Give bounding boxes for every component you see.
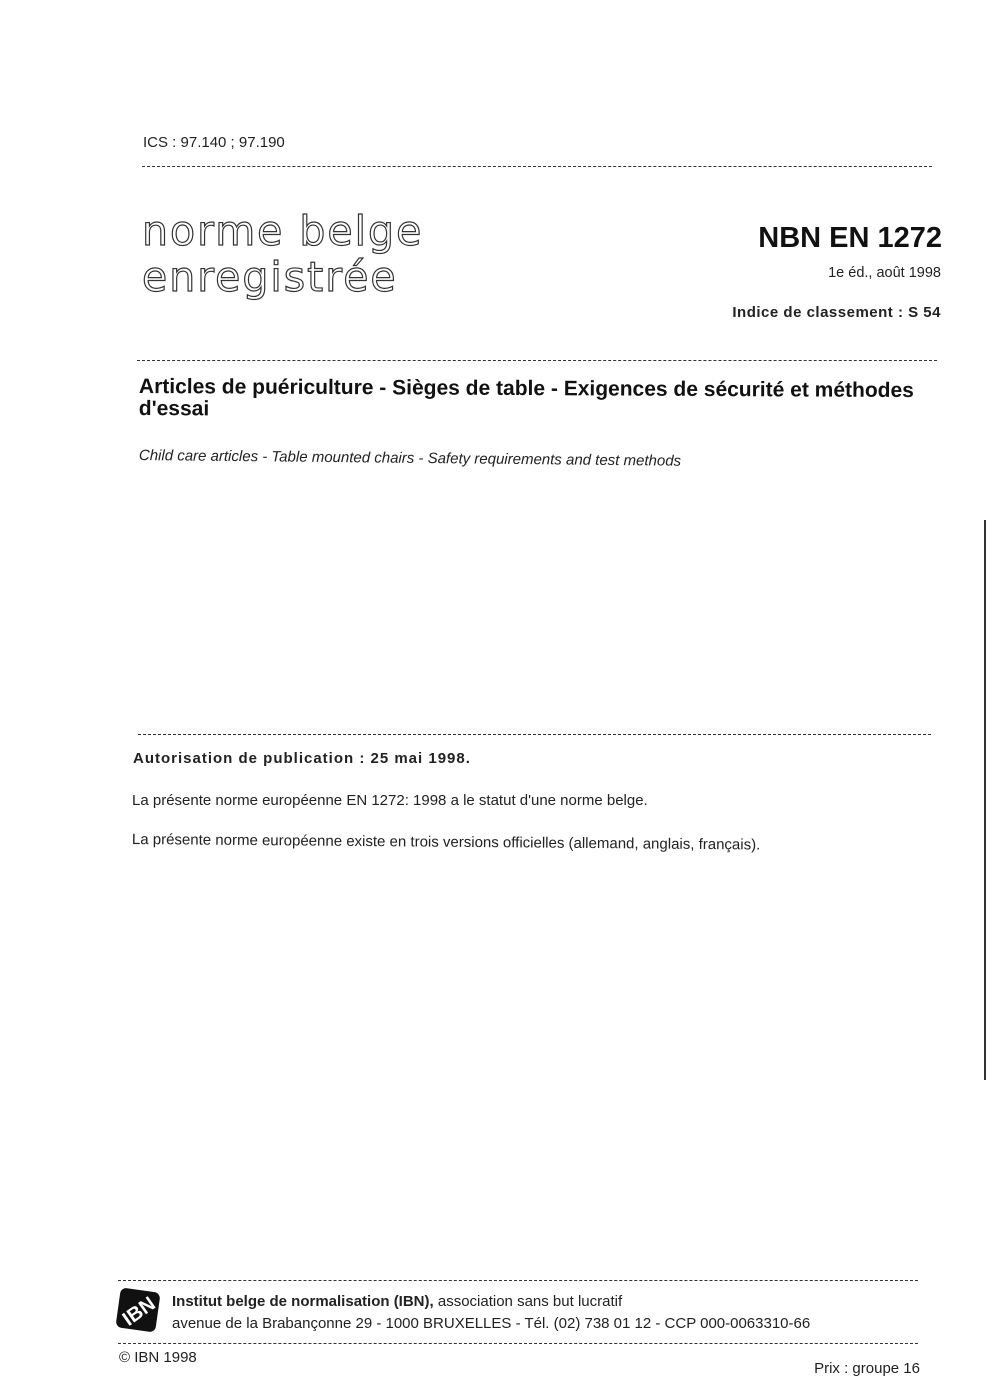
registered-norm-mark [142,208,423,300]
classification-value: : S 54 [897,304,941,321]
status-paragraph: La présente norme européenne EN 1272: 1998 a le statut d'une norme belge. [132,792,648,809]
divider-bottom [118,1343,918,1344]
divider-top [142,166,932,167]
standard-code: NBN EN 1272 [758,222,942,254]
copyright: © IBN 1998 [119,1349,197,1366]
title-english: Child care articles - Table mounted chairs - Safety requirements and test methods [138,447,682,470]
price-group: Prix : groupe 16 [814,1360,920,1377]
classification-label: Indice de classement [732,304,894,321]
institute-block [172,1291,810,1335]
authorization-date: Autorisation de publication : 25 mai 1998. [133,750,471,767]
institute-address: avenue de la Brabançonne 29 - 1000 BRUXELLES - Tél. (02) 738 01 12 - CCP 000-0063310-66 [172,1315,811,1332]
ics-code: ICS : 97.140 ; 97.190 [143,134,285,151]
institute-name: Institut belge de normalisation (IBN), [172,1293,434,1310]
scan-edge-mark [984,520,986,1080]
divider-authorization [138,734,931,735]
title-french: Articles de puériculture - Sièges de table - Exigences de sécurité et méthodes d'essai [138,375,914,421]
edition: 1e éd., août 1998 [828,265,941,281]
ibn-logo-text: IBN [118,1292,160,1331]
ibn-logo-icon [116,1288,160,1332]
divider-title [137,360,937,361]
institute-desc: association sans but lucratif [433,1293,623,1310]
classification-index [732,304,941,321]
divider-footer [118,1280,918,1281]
registered-norm-line2: enregistrée [142,253,398,301]
registered-norm-line1: norme belge [142,207,424,255]
versions-paragraph: La présente norme européenne existe en trois versions officielles (allemand, anglais, français). [131,831,761,854]
